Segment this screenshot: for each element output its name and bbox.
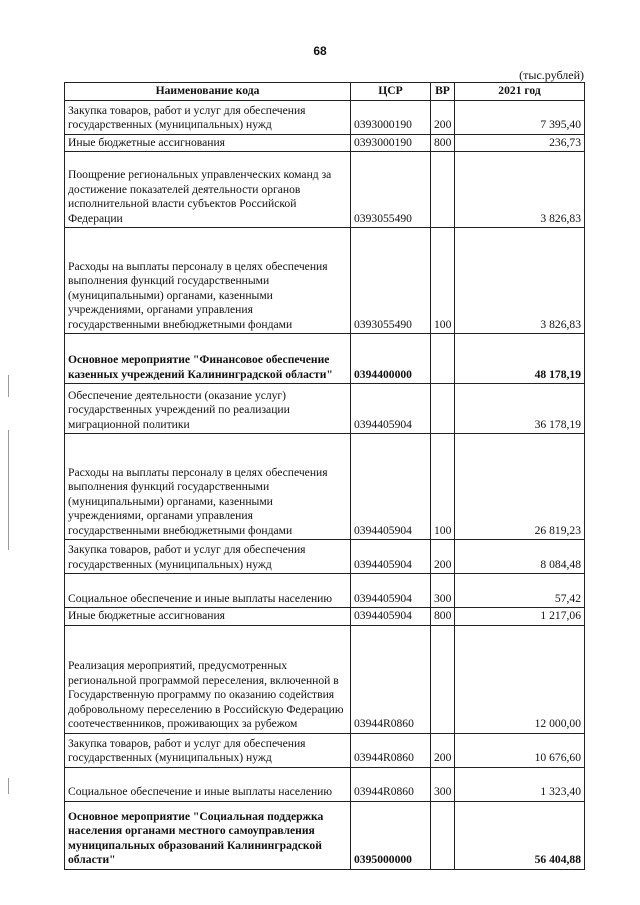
header-vr: ВР (431, 83, 455, 101)
row-name: Социальное обеспечение и иные выплаты населению (65, 767, 351, 801)
table-row (65, 767, 585, 801)
row-name: Основное мероприятие "Финансовое обеспечение казенных учреждений Калининградской области" (65, 334, 351, 384)
row-vr (431, 625, 455, 733)
row-csr: 0393000190 (351, 100, 431, 134)
row-name: Основное мероприятие "Социальная поддержка населения органами местного самоуправления муниципальных образований Калининградской области" (65, 801, 351, 869)
row-name: Закупка товаров, работ и услуг для обеспечения государственных (муниципальных) нужд (65, 733, 351, 767)
row-vr: 100 (431, 434, 455, 540)
row-vr: 200 (431, 733, 455, 767)
row-name: Реализация мероприятий, предусмотренных региональной программой переселения, включенной в Государственную программу по оказанию содействия добровольному переселению в Российскую Федерацию соотечественников, проживающих за рубежом (65, 625, 351, 733)
row-csr: 0394400000 (351, 334, 431, 384)
row-vr: 300 (431, 574, 455, 608)
row-csr: 0394405904 (351, 384, 431, 434)
row-amount: 36 178,19 (455, 384, 585, 434)
row-csr: 0393055490 (351, 152, 431, 228)
row-vr (431, 334, 455, 384)
row-amount: 236,73 (455, 134, 585, 152)
row-name: Закупка товаров, работ и услуг для обеспечения государственных (муниципальных) нужд (65, 100, 351, 134)
row-vr: 200 (431, 540, 455, 574)
table-row (65, 384, 585, 434)
table-row (65, 100, 585, 134)
table-row (65, 625, 585, 733)
table-row (65, 608, 585, 626)
header-name: Наименование кода (65, 83, 351, 101)
row-amount: 56 404,88 (455, 801, 585, 869)
row-amount: 10 676,60 (455, 733, 585, 767)
table-row (65, 574, 585, 608)
header-amount: 2021 год (455, 83, 585, 101)
row-csr: 0394405904 (351, 540, 431, 574)
table-row (65, 540, 585, 574)
row-name: Иные бюджетные ассигнования (65, 134, 351, 152)
row-amount: 8 084,48 (455, 540, 585, 574)
row-amount: 7 395,40 (455, 100, 585, 134)
table-row (65, 733, 585, 767)
budget-table (64, 82, 585, 870)
scan-edge-mark (8, 430, 9, 550)
row-name: Иные бюджетные ассигнования (65, 608, 351, 626)
table-row (65, 434, 585, 540)
row-amount: 57,42 (455, 574, 585, 608)
row-amount: 3 826,83 (455, 152, 585, 228)
row-name: Расходы на выплаты персоналу в целях обеспечения выполнения функций государственными (муниципальными) органами, казенными учреждениями, органами управления государственными внебюджетными фондами (65, 434, 351, 540)
row-amount: 1 323,40 (455, 767, 585, 801)
row-csr: 0394405904 (351, 608, 431, 626)
row-amount: 3 826,83 (455, 228, 585, 334)
row-csr: 03944R0860 (351, 625, 431, 733)
row-csr: 0394405904 (351, 574, 431, 608)
table-row (65, 801, 585, 869)
unit-label: (тыс.рублей) (519, 68, 584, 82)
row-csr: 0393055490 (351, 228, 431, 334)
row-name: Расходы на выплаты персоналу в целях обеспечения выполнения функций государственными (муниципальными) органами, казенными учреждениями, органами управления государственными внебюджетными фондами (65, 228, 351, 334)
row-vr: 300 (431, 767, 455, 801)
row-csr: 0393000190 (351, 134, 431, 152)
row-csr: 0394405904 (351, 434, 431, 540)
table-header-row (65, 83, 585, 101)
row-vr: 100 (431, 228, 455, 334)
row-vr: 200 (431, 100, 455, 134)
row-csr: 03944R0860 (351, 733, 431, 767)
page-number: 68 (313, 44, 327, 58)
row-name: Закупка товаров, работ и услуг для обеспечения государственных (муниципальных) нужд (65, 540, 351, 574)
row-name: Социальное обеспечение и иные выплаты населению (65, 574, 351, 608)
row-amount: 26 819,23 (455, 434, 585, 540)
table-row (65, 152, 585, 228)
row-name: Обеспечение деятельности (оказание услуг) государственных учреждений по реализации миграционной политики (65, 384, 351, 434)
header-csr: ЦСР (351, 83, 431, 101)
table-row (65, 228, 585, 334)
row-csr: 03944R0860 (351, 767, 431, 801)
row-vr (431, 801, 455, 869)
row-name: Поощрение региональных управленческих команд за достижение показателей деятельности органов исполнительной власти субъектов Российской Федерации (65, 152, 351, 228)
scan-edge-mark (8, 778, 9, 794)
row-vr (431, 384, 455, 434)
row-vr: 800 (431, 608, 455, 626)
table-row (65, 334, 585, 384)
row-vr (431, 152, 455, 228)
row-amount: 1 217,06 (455, 608, 585, 626)
table-row (65, 134, 585, 152)
scan-edge-mark (8, 375, 9, 397)
row-amount: 48 178,19 (455, 334, 585, 384)
row-csr: 0395000000 (351, 801, 431, 869)
row-amount: 12 000,00 (455, 625, 585, 733)
row-vr: 800 (431, 134, 455, 152)
